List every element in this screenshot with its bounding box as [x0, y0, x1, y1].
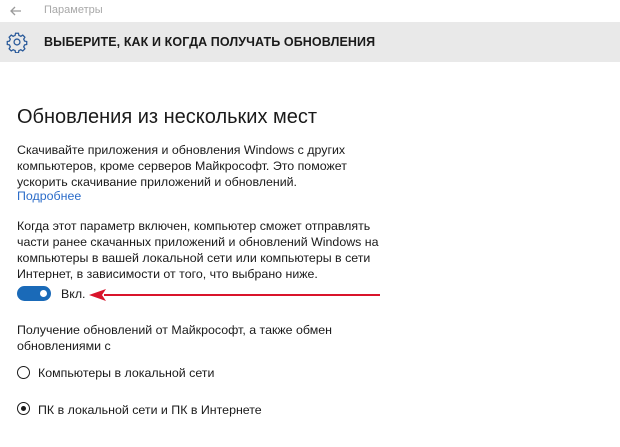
learn-more-link[interactable]: Подробнее [17, 189, 82, 203]
source-prompt [17, 322, 377, 354]
page-header [0, 22, 620, 62]
delivery-optimization-toggle[interactable] [17, 286, 51, 301]
radio-local-network[interactable] [17, 366, 30, 379]
section-description [17, 142, 377, 190]
prompt-line: обновлениями с [17, 339, 111, 353]
page-title: ВЫБЕРИТЕ, КАК И КОГДА ПОЛУЧАТЬ ОБНОВЛЕНИЯ [44, 35, 376, 49]
radio-local-and-internet[interactable] [17, 402, 30, 415]
toggle-state-label: Вкл. [61, 287, 86, 301]
info-line: части ранее скачанных приложений и обновлений Windows на [17, 235, 379, 249]
gear-icon [6, 31, 28, 53]
title-bar [0, 0, 620, 22]
radio-label-local-and-internet: ПК в локальной сети и ПК в Интернете [38, 403, 262, 417]
description-line: компьютеров, кроме серверов Майкрософт. Это поможет [17, 159, 347, 173]
radio-label-local-network: Компьютеры в локальной сети [38, 366, 215, 380]
prompt-line: Получение обновлений от Майкрософт, а также обмен [17, 323, 332, 337]
annotation-arrow-icon [88, 287, 382, 303]
toggle-knob [40, 290, 47, 297]
section-title: Обновления из нескольких мест [17, 106, 318, 128]
back-button[interactable] [8, 3, 24, 19]
description-line: Скачивайте приложения и обновления Windows с других [17, 143, 346, 157]
info-line: Интернет, в зависимости от того, что выбрано ниже. [17, 267, 318, 281]
info-line: компьютеры в вашей локальной сети или компьютеры в сети [17, 251, 371, 265]
info-line: Когда этот параметр включен, компьютер сможет отправлять [17, 219, 371, 233]
back-arrow-icon [10, 6, 22, 16]
radio-selected-dot [21, 406, 26, 411]
toggle-description [17, 218, 377, 282]
description-line: ускорить скачивание приложений и обновлений. [17, 175, 297, 189]
window-title: Параметры [44, 4, 103, 16]
